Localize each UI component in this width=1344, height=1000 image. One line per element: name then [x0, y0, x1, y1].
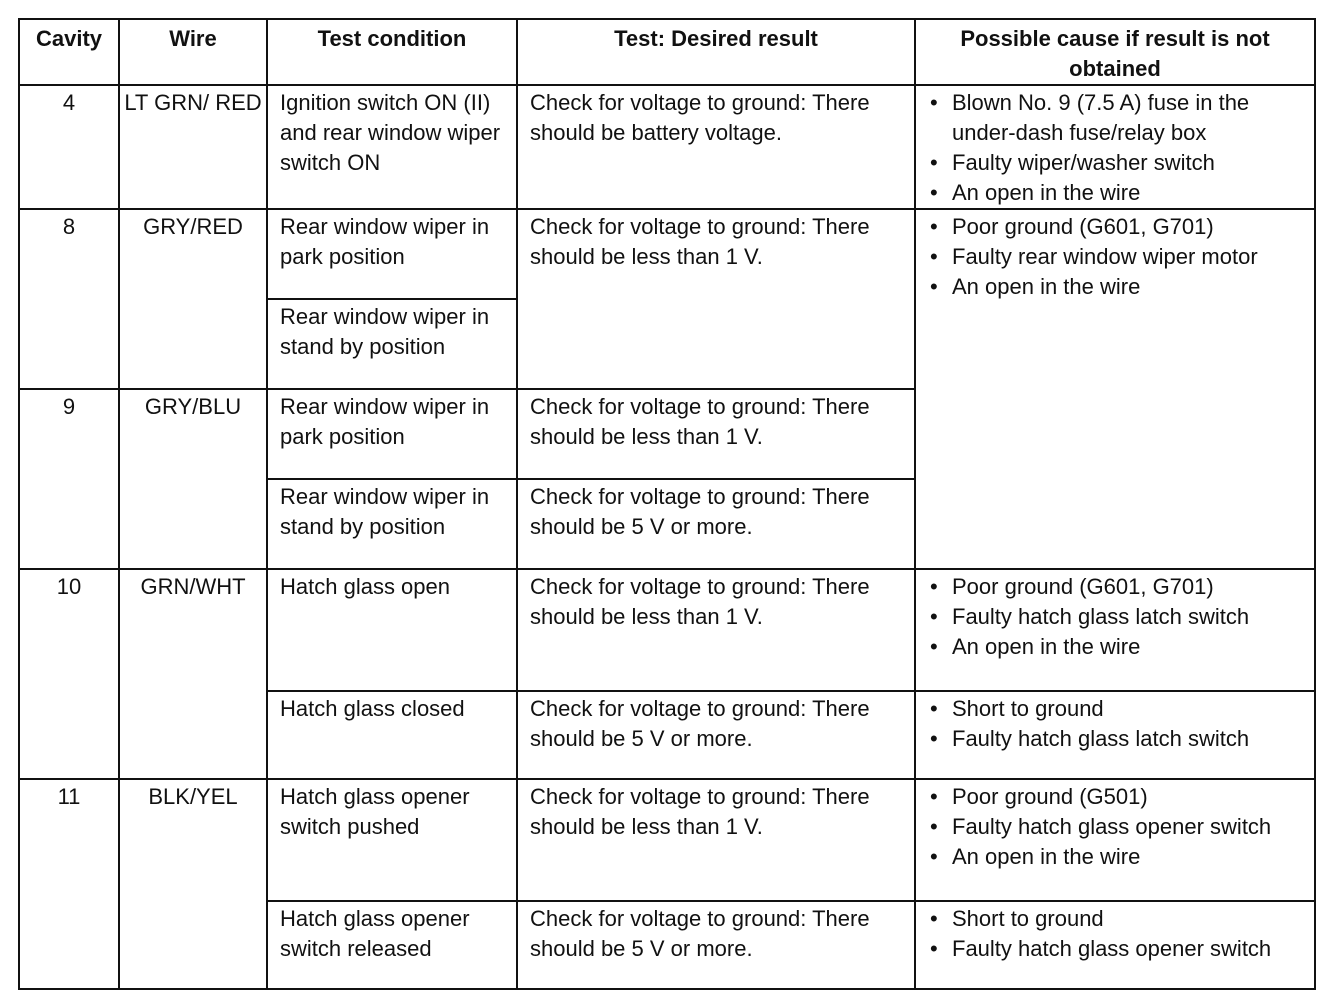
header-cavity: Cavity	[19, 19, 119, 85]
cause-cell	[915, 569, 1315, 691]
result-cell: Check for voltage to ground: There should be less than 1 V.	[517, 389, 915, 479]
cause-item: • Short to ground	[928, 904, 1308, 934]
cause-list	[928, 88, 1308, 208]
wire-cell: GRY/BLU	[119, 389, 267, 569]
connector-test-table	[18, 18, 1316, 990]
result-cell: Check for voltage to ground: There should be less than 1 V.	[517, 209, 915, 389]
condition-cell: Hatch glass open	[267, 569, 517, 691]
result-cell: Check for voltage to ground: There should be 5 V or more.	[517, 479, 915, 569]
cause-item: • Poor ground (G601, G701)	[928, 572, 1308, 602]
header-desired-result: Test: Desired result	[517, 19, 915, 85]
cause-item: • Blown No. 9 (7.5 A) fuse in the under-dash fuse/relay box	[928, 88, 1308, 148]
condition-cell: Hatch glass closed	[267, 691, 517, 779]
table-row	[19, 569, 1315, 691]
cause-list	[928, 212, 1308, 302]
header-row	[19, 19, 1315, 85]
cause-list	[928, 572, 1308, 662]
cause-item: • An open in the wire	[928, 272, 1308, 302]
wire-cell: BLK/YEL	[119, 779, 267, 989]
condition-cell: Ignition switch ON (II) and rear window wiper switch ON	[267, 85, 517, 209]
condition-cell: Hatch glass opener switch pushed	[267, 779, 517, 901]
header-test-condition: Test condition	[267, 19, 517, 85]
wire-cell: GRY/RED	[119, 209, 267, 389]
result-cell: Check for voltage to ground: There should be battery voltage.	[517, 85, 915, 209]
condition-cell: Rear window wiper in park position	[267, 209, 517, 299]
cause-list	[928, 904, 1308, 964]
cause-item: • Faulty hatch glass opener switch	[928, 934, 1308, 964]
table-row	[19, 85, 1315, 209]
wire-cell: LT GRN/ RED	[119, 85, 267, 209]
cause-cell	[915, 85, 1315, 209]
cause-list	[928, 694, 1308, 754]
cause-cell	[915, 209, 1315, 569]
table-row	[19, 779, 1315, 901]
header-wire: Wire	[119, 19, 267, 85]
result-cell: Check for voltage to ground: There should be less than 1 V.	[517, 569, 915, 691]
cause-cell	[915, 691, 1315, 779]
cause-list	[928, 782, 1308, 872]
cause-item: • Faulty wiper/washer switch	[928, 148, 1308, 178]
condition-cell: Rear window wiper in stand by position	[267, 299, 517, 389]
cause-item: • Poor ground (G501)	[928, 782, 1308, 812]
result-cell: Check for voltage to ground: There should be less than 1 V.	[517, 779, 915, 901]
condition-cell: Rear window wiper in park position	[267, 389, 517, 479]
cavity-cell: 4	[19, 85, 119, 209]
table-row	[19, 209, 1315, 299]
condition-cell: Hatch glass opener switch released	[267, 901, 517, 989]
cause-item: • An open in the wire	[928, 632, 1308, 662]
wire-cell: GRN/WHT	[119, 569, 267, 779]
cause-item: • Faulty hatch glass latch switch	[928, 724, 1308, 754]
cavity-cell: 11	[19, 779, 119, 989]
condition-cell: Rear window wiper in stand by position	[267, 479, 517, 569]
cause-item: • An open in the wire	[928, 842, 1308, 872]
cause-item: • Faulty hatch glass latch switch	[928, 602, 1308, 632]
cavity-cell: 10	[19, 569, 119, 779]
result-cell: Check for voltage to ground: There should be 5 V or more.	[517, 901, 915, 989]
cause-item: • Faulty hatch glass opener switch	[928, 812, 1308, 842]
cause-item: • Poor ground (G601, G701)	[928, 212, 1308, 242]
cavity-cell: 8	[19, 209, 119, 389]
cause-item: • Short to ground	[928, 694, 1308, 724]
result-cell: Check for voltage to ground: There should be 5 V or more.	[517, 691, 915, 779]
cavity-cell: 9	[19, 389, 119, 569]
cause-cell	[915, 779, 1315, 901]
cause-item: • Faulty rear window wiper motor	[928, 242, 1308, 272]
cause-item: • An open in the wire	[928, 178, 1308, 208]
cause-cell	[915, 901, 1315, 989]
header-possible-cause: Possible cause if result is not obtained	[915, 19, 1315, 85]
